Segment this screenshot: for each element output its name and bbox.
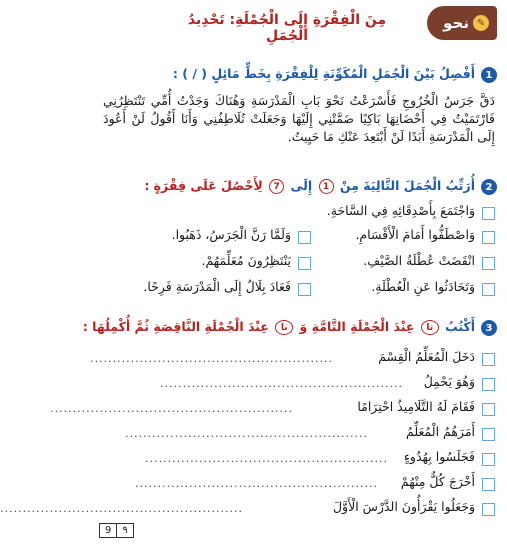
sentence-4: أَمَرَهُمُ الْمُعَلِّمُ xyxy=(406,424,475,439)
mark-box-4[interactable] xyxy=(482,428,495,441)
order-box-3[interactable] xyxy=(298,231,311,244)
mark-box-6[interactable] xyxy=(482,478,495,491)
book-icon: ✎ xyxy=(473,15,489,31)
sentence-3: فَقَامَ لَهُ التَّلَامِيذُ احْتِرَامًا xyxy=(357,399,475,414)
order-box-7[interactable] xyxy=(298,283,311,296)
answer-line-6[interactable]: ...................................................... xyxy=(135,477,378,490)
order-item-5: يَنْتَظِرُونَ مُعَلِّمَهُمْ. xyxy=(201,253,291,268)
order-item-3: وَلَمَّا رَنَّ الْجَرَسُ، ذَهَبُوا. xyxy=(171,227,291,242)
section-1-paragraph: دَقَّ جَرَسُ الْخُرُوجِ فَأَسْرَعْتُ نَحْوَ بَابِ الْمَدْرَسَةِ وَهُنَاكَ وَجَدْتُ أُمِّي تَنْتَظِرُنِي فَارْتَمَيْتُ فِي أَحْضَانِهَا بَاكِيًا ضَمَّتْنِي إِلَيْهَا وَجَعَلَتْ تُلَاطِفُنِي وَأَنَا أَقُولُ لَنْ أَعُودَ إِلَى الْمَدْرَسَةِ أَبَدًا لَنْ أَبْتَعِدَ عَنْكِ مَا حَيِيتُ. xyxy=(103,93,495,144)
order-item-6: وَتَحَادَثُوا عَنِ الْعُطْلَةِ. xyxy=(371,279,475,294)
section-3-instruction xyxy=(83,319,475,335)
sentence-7: وَجَعَلُوا يَقْرَأُونَ الدَّرْسَ الْأَوَّلَ xyxy=(332,499,475,514)
order-box-2[interactable] xyxy=(482,231,495,244)
section-1-instruction: أَفْصِلُ بَيْنَ الْجُمَلِ الْمُكَوِّنَةِ لِلْفِقْرَةِ بِخَطٍّ مَائِلٍ ( / ) : xyxy=(172,66,475,81)
order-box-5[interactable] xyxy=(298,257,311,270)
section-2-instruction-mid: إِلَى xyxy=(290,178,313,193)
sentence-6: أَخْرَجَ كُلٌّ مِنْهُمْ xyxy=(400,474,475,489)
section-2-number: 2 xyxy=(481,179,497,195)
order-box-1[interactable] xyxy=(482,207,495,220)
order-item-7: فَعَادَ بِلَالٌ إِلَى الْمَدْرَسَةِ فَرِحًا. xyxy=(143,279,291,294)
mark-box-2[interactable] xyxy=(482,378,495,391)
answer-line-4[interactable]: ...................................................... xyxy=(125,427,368,440)
order-item-4: انْقَضَتْ عُطْلَةُ الصَّيْفِ. xyxy=(363,253,475,268)
page-number-box xyxy=(99,523,134,538)
section-2-instruction xyxy=(144,178,475,194)
sentence-2: وَهُوَ يَحْمِلُ xyxy=(423,374,475,389)
complete-marker: تا xyxy=(421,320,439,335)
section-3-instruction-a: أَكْتُبُ xyxy=(445,319,475,334)
answer-line-1[interactable]: ...................................................... xyxy=(90,352,333,365)
section-3-instruction-c: عِنْدَ الْجُمْلَةِ النَّاقِصَةِ ثُمَّ أُكْمِلُهَا : xyxy=(82,319,269,334)
order-box-4[interactable] xyxy=(482,257,495,270)
incomplete-marker: نا xyxy=(275,320,293,335)
mark-box-5[interactable] xyxy=(482,453,495,466)
answer-line-2[interactable]: ...................................................... xyxy=(160,377,403,390)
to-number: 7 xyxy=(269,179,284,194)
answer-line-3[interactable]: ...................................................... xyxy=(50,402,293,415)
section-2-instruction-b: لِأَحْصُلَ عَلَى فِقْرَةٍ : xyxy=(144,178,263,193)
order-box-6[interactable] xyxy=(482,283,495,296)
answer-line-7[interactable]: ...................................................... xyxy=(0,502,243,515)
section-3-number: 3 xyxy=(481,320,497,336)
badge-label: نحو xyxy=(443,14,469,32)
lesson-badge xyxy=(427,6,497,40)
page-number-arabic: ٩ xyxy=(122,525,128,536)
from-number: 1 xyxy=(319,179,334,194)
section-2-instruction-a: أُرَتِّبُ الْجُمَلَ التَّالِيَةَ مِنْ xyxy=(339,178,475,193)
page-title: مِنَ الْفِقْرَةِ إِلَى الْجُمْلَةِ: تَحْدِيدُ الْجُمَلِ xyxy=(187,12,387,44)
section-1-number: 1 xyxy=(481,67,497,83)
order-item-2: وَاصْطَفُّوا أَمَامَ الْأَقْسَامِ. xyxy=(355,227,475,242)
answer-line-5[interactable]: ...................................................... xyxy=(145,452,388,465)
sentence-5: فَجَلَسُوا بِهُدُوءٍ xyxy=(404,449,475,464)
section-3-instruction-b: عِنْدَ الْجُمْلَةِ التَّامَّةِ وَ xyxy=(299,319,415,334)
mark-box-7[interactable] xyxy=(482,503,495,516)
mark-box-1[interactable] xyxy=(482,353,495,366)
order-item-1: وَاجْتَمَعَ بِأَصْدِقَائِهِ فِي السَّاحَةِ. xyxy=(326,203,475,218)
page-number-latin: 9 xyxy=(100,524,117,537)
sentence-1: دَخَلَ الْمُعَلِّمُ الْقِسْمَ xyxy=(378,349,475,364)
mark-box-3[interactable] xyxy=(482,403,495,416)
